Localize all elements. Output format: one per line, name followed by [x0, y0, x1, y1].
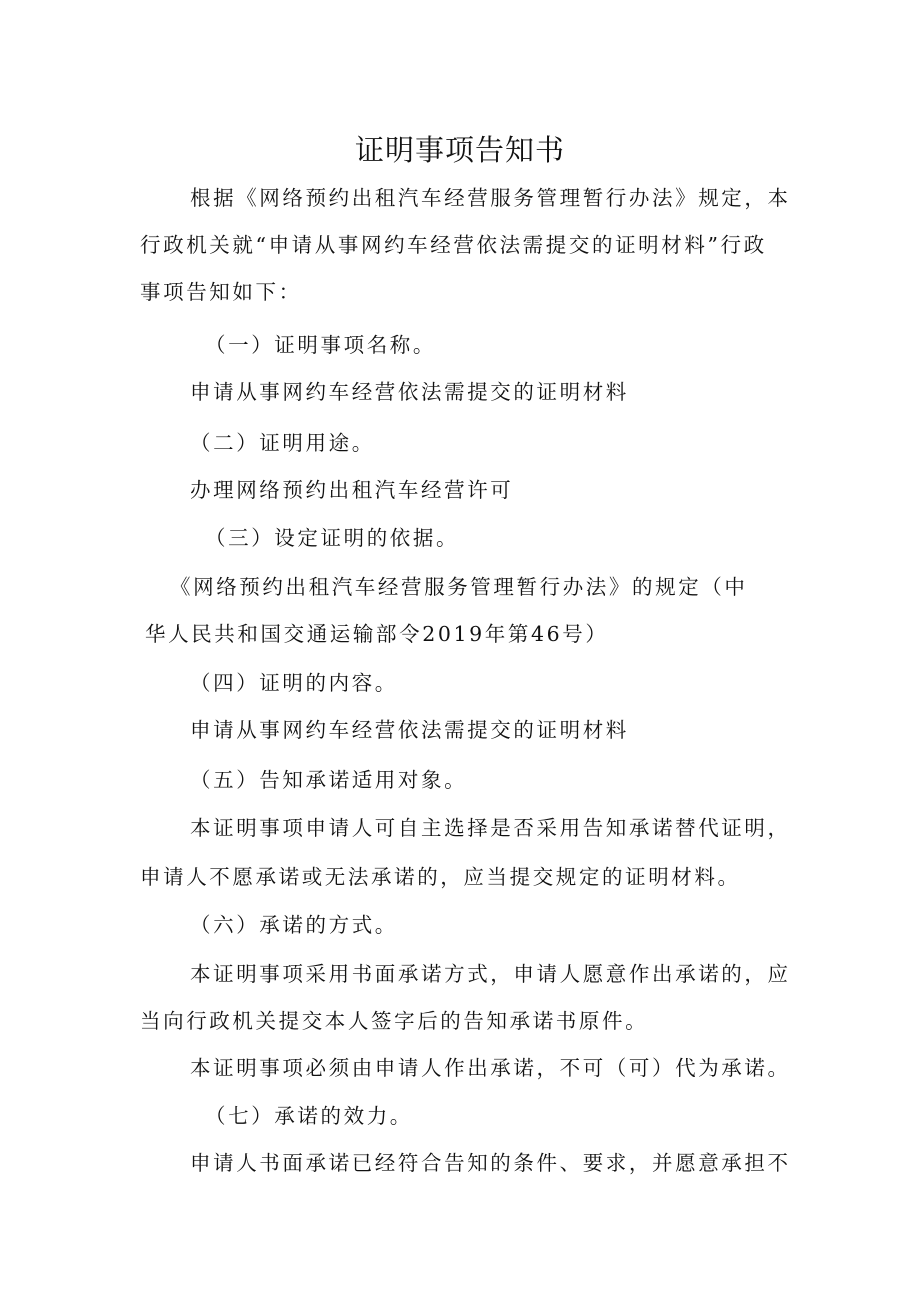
paragraph-line: （三）设定证明的依据。 [205, 526, 460, 550]
paragraph-line: 当向行政机关提交本人签字后的告知承诺书原件。 [140, 1009, 649, 1033]
paragraph-line: 本证明事项采用书面承诺方式，申请人愿意作出承诺的，应 [190, 962, 791, 986]
paragraph-line: 行政机关就“申请从事网约车经营依法需提交的证明材料”行政 [140, 233, 767, 257]
paragraph-line: （四）证明的内容。 [190, 671, 398, 695]
paragraph-line: 事项告知如下： [140, 280, 302, 304]
paragraph-line: （一）证明事项名称。 [205, 333, 436, 357]
document-title: 证明事项告知书 [354, 133, 565, 167]
paragraph-line: 本证明事项申请人可自主选择是否采用告知承诺替代证明， [190, 816, 791, 840]
paragraph-line: 华人民共和国交通运输部令2019年第46号） [145, 622, 609, 646]
paragraph-line: 申请从事网约车经营依法需提交的证明材料 [190, 380, 629, 404]
paragraph-line: （六）承诺的方式。 [190, 913, 398, 937]
paragraph-line: （七）承诺的效力。 [205, 1104, 413, 1128]
paragraph-line: 本证明事项必须由申请人作出承诺，不可（可）代为承诺。 [190, 1056, 791, 1080]
paragraph-line: 办理网络预约出租汽车经营许可 [190, 478, 514, 502]
paragraph-line: 申请从事网约车经营依法需提交的证明材料 [190, 718, 629, 742]
paragraph-line: 申请人书面承诺已经符合告知的条件、要求，并愿意承担不 [190, 1151, 791, 1175]
paragraph-line: 申请人不愿承诺或无法承诺的，应当提交规定的证明材料。 [140, 865, 741, 889]
paragraph-line: 根据《网络预约出租汽车经营服务管理暂行办法》规定，本 [190, 186, 791, 210]
paragraph-line: （二）证明用途。 [190, 431, 375, 455]
paragraph-line: 《网络预约出租汽车经营服务管理暂行办法》的规定（中 [170, 575, 748, 599]
paragraph-line: （五）告知承诺适用对象。 [190, 768, 468, 792]
